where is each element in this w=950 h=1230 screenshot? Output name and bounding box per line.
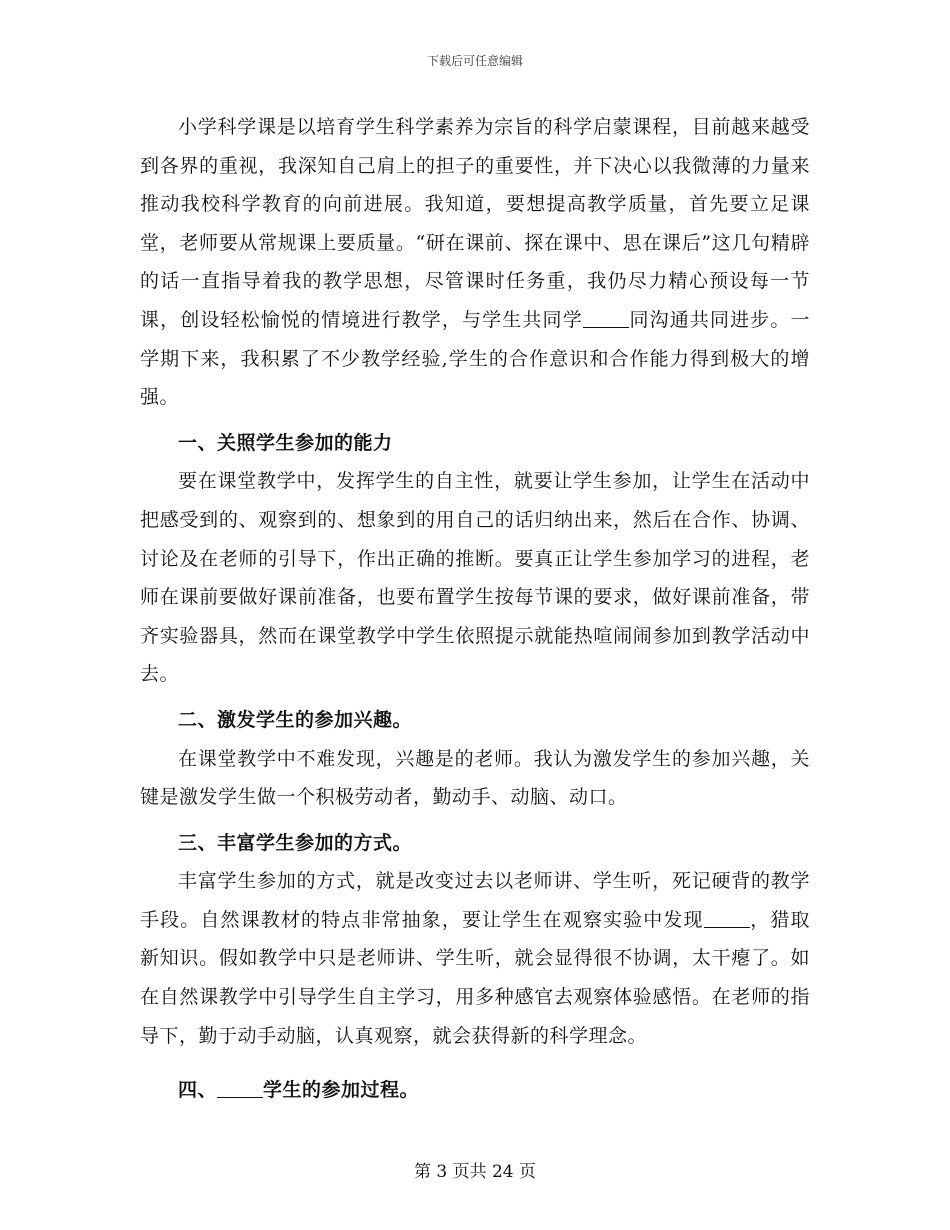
paragraph-section-3-text: 丰富学生参加的方式，就是改变过去以老师讲、学生听，死记硬背的教学手段。自然课教材的特点非常抽象，要让学生在观察实验中发现	[140, 870, 810, 931]
paragraph-intro-tail: 同沟通共同进步。一学期下来，我积累了不少教学经验,学生的合作意识和合作能力得到极大的增强。	[140, 308, 810, 409]
section-heading-3: 三、丰富学生参加的方式。	[178, 831, 413, 854]
page-header: 下载后可任意编辑	[426, 54, 523, 68]
section-heading-2: 二、激发学生的参加兴趣。	[178, 708, 413, 731]
section-heading-1: 一、关照学生参加的能力	[178, 431, 393, 454]
paragraph-section-2: 在课堂教学中不难发现，兴趣是的老师。我认为激发学生的参加兴趣，关键是激发学生做一个积极劳动者，勤动手、动脑、动口。	[140, 747, 810, 809]
section-heading-4-suffix: 学生的参加过程。	[263, 1079, 420, 1102]
fill-blank	[583, 308, 629, 328]
section-heading-4-prefix: 四、	[178, 1079, 218, 1102]
paragraph-intro-text: 小学科学课是以培育学生科学素养为宗旨的科学启蒙课程，目前越来越受到各界的重视，我深知自己肩上的担子的重要性，并下决心以我微薄的力量来推动我校科学教育的向前进展。我知道，要想提高教学质量，首先要立足课堂，老师要从常规课上要质量。“研在课前、探在课中、思在课后”这几句精辟的话一直指导着我的教学思想，尽管课时任务重，我仍尽力精心预设每一节课，创设轻松愉悦的情境进行教学，与学生共同学	[140, 116, 810, 331]
section-heading-4	[140, 1071, 810, 1110]
paragraph-section-3-tail: ，猎取新知识。假如教学中只是老师讲、学生听，就会显得很不协调，太干瘪了。如在自然课教学中引导学生自主学习，用多种感官去观察体验感悟。在老师的指导下，勤于动手动脑，认真观察，就会获得新的科学理念。	[140, 908, 810, 1047]
document-body	[140, 108, 810, 1110]
fill-blank	[217, 1078, 263, 1098]
paragraph-intro	[140, 108, 810, 417]
page-number: 第 3 页共 24 页	[413, 1162, 537, 1182]
paragraph-section-3	[140, 862, 810, 1055]
fill-blank	[704, 908, 750, 928]
paragraph-section-1: 要在课堂教学中，发挥学生的自主性，就要让学生参加，让学生在活动中把感受到的、观察到的、想象到的用自己的话归纳出来，然后在合作、协调、讨论及在老师的引导下，作出正确的推断。要真正让学生参加学习的进程，老师在课前要做好课前准备，也要布置学生按每节课的要求，做好课前准备，带齐实验器具，然而在课堂教学中学生依照提示就能热喧闹闹参加到教学活动中去。	[140, 470, 810, 686]
